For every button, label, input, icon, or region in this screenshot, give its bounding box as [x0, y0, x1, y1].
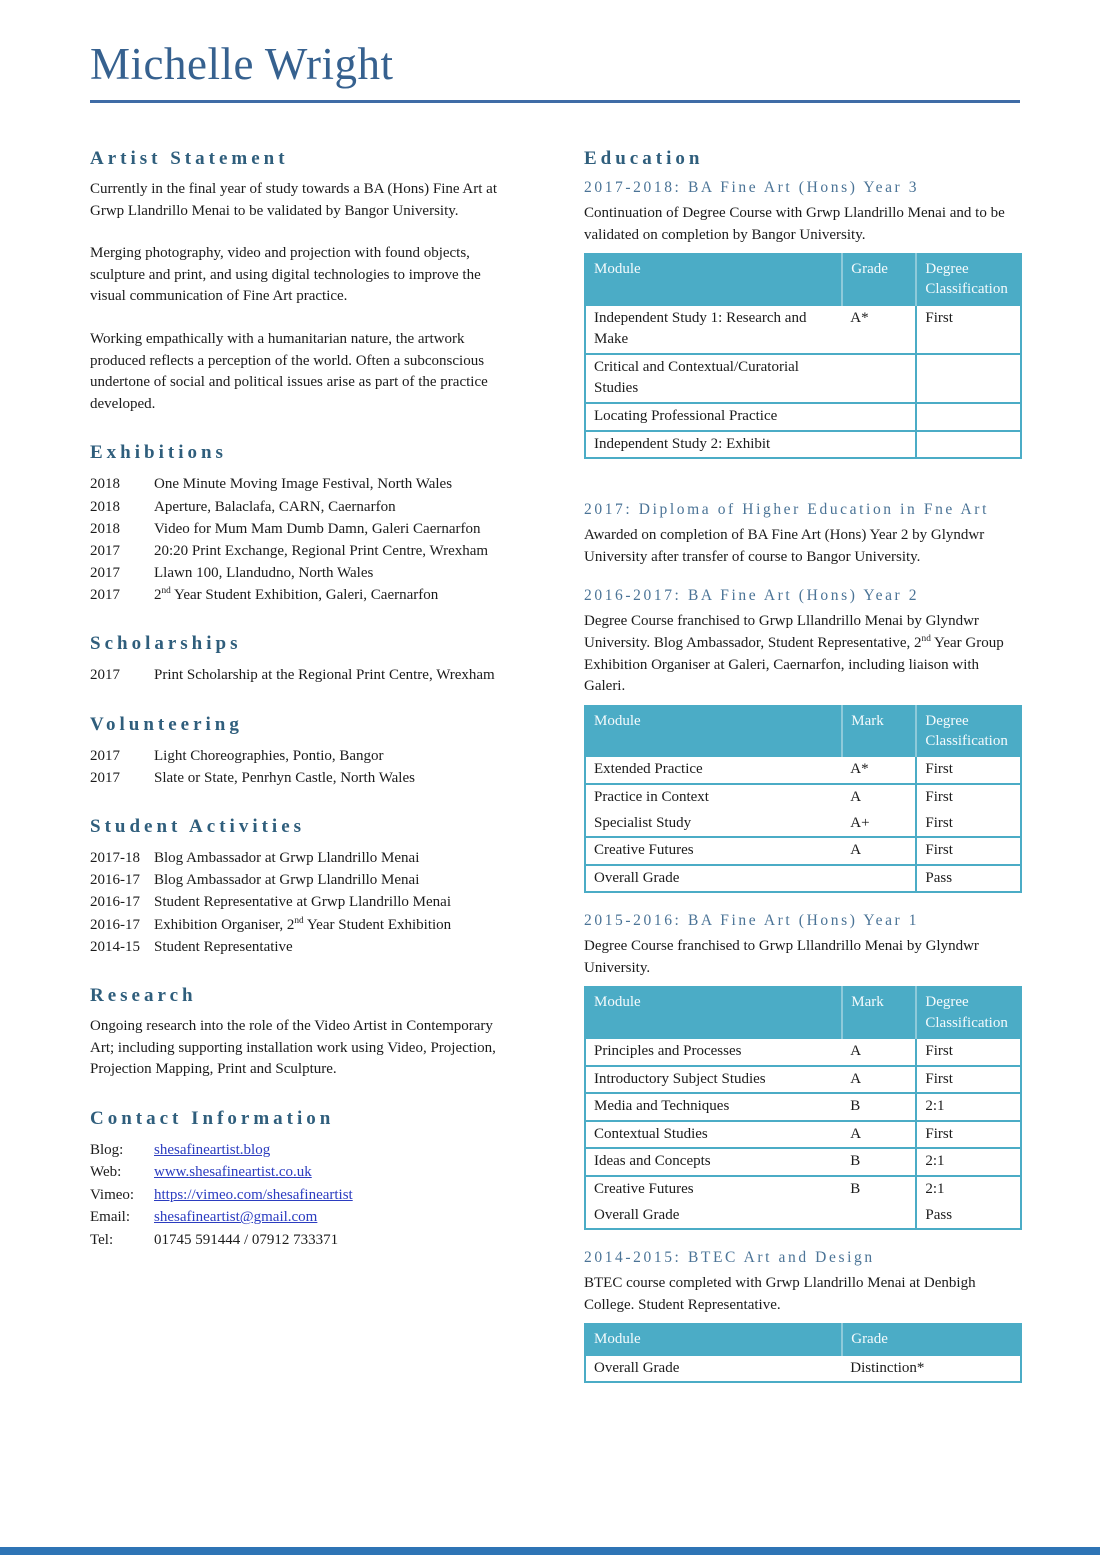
item-year: 2017	[90, 667, 120, 684]
module-cell: Overall Grade	[585, 1203, 842, 1230]
table-row	[585, 403, 1021, 431]
classification-cell: 2:1	[916, 1148, 1021, 1176]
module-cell: Independent Study 1: Research and Make	[585, 305, 842, 354]
edu-description: BTEC course completed with Grwp Llandrillo Menai at Denbigh College. Student Representative.	[584, 1275, 976, 1313]
edu-description: Degree Course franchised to Grwp Lllandrillo Menai by Glyndwr University.	[584, 938, 979, 976]
contact-row	[90, 1184, 518, 1207]
vimeo-link[interactable]: https://vimeo.com/shesafineartist	[154, 1186, 353, 1203]
classification-cell: First	[916, 784, 1021, 811]
classification-cell: First	[916, 1121, 1021, 1149]
table-row	[585, 756, 1021, 784]
table-row	[585, 784, 1021, 811]
edu-description-part: Degree Course franchised to Grwp Lllandrillo Menai by Glyndwr University. Blog Ambassador, Student Representative, 2	[584, 613, 979, 652]
contact-label: Blog:	[90, 1141, 124, 1158]
table-row	[585, 1355, 1021, 1383]
ordinal-superscript: nd	[161, 586, 171, 597]
table-row	[585, 1066, 1021, 1094]
list-item	[90, 891, 518, 913]
item-text: Slate or State, Penrhyn Castle, North Wales	[154, 769, 415, 786]
table-header-cell: Degree Classification	[916, 706, 1021, 757]
list-item	[90, 664, 518, 686]
item-year: 2017	[90, 747, 120, 764]
list-item	[90, 562, 518, 584]
page-title: Michelle Wright	[90, 39, 394, 89]
module-cell: Specialist Study	[585, 811, 842, 838]
education-heading: Education	[584, 148, 704, 169]
mark-cell: A	[842, 784, 916, 811]
title-rule	[90, 100, 1020, 103]
edu-subheading-year2: 2016-2017: BA Fine Art (Hons) Year 2	[584, 587, 920, 605]
ordinal-superscript: nd	[294, 915, 304, 926]
list-item	[90, 847, 518, 869]
table-header-cell: Grade	[842, 254, 916, 305]
contact-label: Tel:	[90, 1231, 114, 1248]
item-text: Video for Mum Mam Dumb Damn, Galeri Caernarfon	[154, 520, 481, 537]
contact-row	[90, 1161, 518, 1184]
item-text-part: Year Student Exhibition, Galeri, Caernarfon	[170, 587, 439, 604]
item-text-part: Exhibition Organiser, 2	[154, 916, 295, 933]
item-year: 2016-17	[90, 872, 140, 889]
list-item	[90, 473, 518, 495]
module-cell: Creative Futures	[585, 837, 842, 865]
contact-row	[90, 1229, 518, 1252]
module-cell: Locating Professional Practice	[585, 403, 842, 431]
classification-cell: First	[916, 305, 1021, 354]
email-link[interactable]: shesafineartist@gmail.com	[154, 1209, 318, 1226]
grades-table-btec	[584, 1323, 1022, 1383]
edu-description: Continuation of Degree Course with Grwp Llandrillo Menai and to be validated on completion by Bangor University.	[584, 205, 1005, 243]
table-row	[585, 1203, 1021, 1230]
classification-cell: Pass	[916, 865, 1021, 893]
table-row	[585, 1093, 1021, 1121]
ordinal-superscript: nd	[921, 634, 931, 645]
item-year: 2016-17	[90, 894, 140, 911]
mark-cell: B	[842, 1148, 916, 1176]
grade-cell	[842, 403, 916, 431]
classification-cell: First	[916, 756, 1021, 784]
module-cell: Independent Study 2: Exhibit	[585, 431, 842, 459]
edu-subheading-diploma: 2017: Diploma of Higher Education in Fne Art	[584, 501, 989, 519]
list-item	[90, 518, 518, 540]
student-activities-heading: Student Activities	[90, 816, 306, 838]
item-text: Blog Ambassador at Grwp Llandrillo Menai	[154, 872, 420, 889]
module-cell: Critical and Contextual/Curatorial Studies	[585, 354, 842, 403]
item-year: 2018	[90, 498, 120, 515]
item-year: 2017	[90, 565, 120, 582]
module-cell: Media and Techniques	[585, 1093, 842, 1121]
table-header-cell: Module	[585, 706, 842, 757]
mark-cell: B	[842, 1176, 916, 1203]
table-row	[585, 1121, 1021, 1149]
module-cell: Contextual Studies	[585, 1121, 842, 1149]
table-header-cell: Module	[585, 254, 842, 305]
classification-cell: First	[916, 811, 1021, 838]
contact-row	[90, 1139, 518, 1162]
artist-statement-heading: Artist Statement	[90, 148, 289, 169]
classification-cell: 2:1	[916, 1176, 1021, 1203]
list-item	[90, 869, 518, 891]
left-column	[90, 123, 518, 1251]
mark-cell	[842, 865, 916, 893]
grade-cell	[842, 354, 916, 403]
module-cell: Extended Practice	[585, 756, 842, 784]
item-text: Student Representative at Grwp Llandrillo Menai	[154, 894, 452, 911]
table-row	[585, 1148, 1021, 1176]
module-cell: Introductory Subject Studies	[585, 1066, 842, 1094]
grade-cell: A*	[842, 305, 916, 354]
table-header-row	[585, 987, 1021, 1038]
table-header-cell: Mark	[842, 987, 916, 1038]
telephone-value: 01745 591444 / 07912 733371	[154, 1231, 339, 1248]
module-cell: Overall Grade	[585, 1355, 842, 1383]
page-footer-bar	[0, 1547, 1100, 1555]
item-year: 2018	[90, 476, 120, 493]
web-link[interactable]: www.shesafineartist.co.uk	[154, 1164, 312, 1181]
edu-description	[584, 611, 1022, 697]
table-header-row	[585, 254, 1021, 305]
paragraph: Ongoing research into the role of the Video Artist in Contemporary Art; including supporting installation work using Video, Projection, Projection Mapping, Print and Sculpture.	[90, 1017, 496, 1078]
grade-cell	[842, 431, 916, 459]
item-text-part: 2	[154, 587, 162, 604]
item-text: 20:20 Print Exchange, Regional Print Centre, Wrexham	[154, 542, 489, 559]
mark-cell: A	[842, 837, 916, 865]
item-year: 2018	[90, 520, 120, 537]
mark-cell: A	[842, 1066, 916, 1094]
right-column	[584, 123, 1022, 1393]
edu-subheading-year3: 2017-2018: BA Fine Art (Hons) Year 3	[584, 179, 920, 196]
table-header-cell: Module	[585, 1324, 842, 1354]
paragraph: Working empathically with a humanitarian nature, the artwork produced reflects a perception of the world. Often a subconscious undertone of social and political issues arise as part of the practice developed.	[90, 330, 488, 412]
table-header-cell: Module	[585, 987, 842, 1038]
classification-cell: First	[916, 1038, 1021, 1066]
item-text: Light Choreographies, Pontio, Bangor	[154, 747, 384, 764]
item-text: Aperture, Balaclafa, CARN, Caernarfon	[154, 498, 396, 515]
table-row	[585, 837, 1021, 865]
classification-cell: First	[916, 837, 1021, 865]
volunteering-heading: Volunteering	[90, 713, 243, 735]
item-year: 2017	[90, 769, 120, 786]
table-row	[585, 865, 1021, 893]
edu-subheading-btec: 2014-2015: BTEC Art and Design	[584, 1249, 875, 1267]
contact-label: Vimeo:	[90, 1186, 135, 1203]
table-header-cell: Degree Classification	[916, 987, 1021, 1038]
item-year: 2017	[90, 587, 120, 604]
exhibitions-heading: Exhibitions	[90, 442, 227, 464]
table-row	[585, 1038, 1021, 1066]
mark-cell: A+	[842, 811, 916, 838]
table-row	[585, 305, 1021, 354]
table-row	[585, 811, 1021, 838]
paragraph: Merging photography, video and projection with found objects, sculpture and print, and using digital technologies to improve the visual communication of Fine Art practice.	[90, 245, 481, 305]
scholarships-heading: Scholarships	[90, 633, 242, 655]
list-item	[90, 540, 518, 562]
item-text: One Minute Moving Image Festival, North Wales	[154, 476, 453, 493]
module-cell: Ideas and Concepts	[585, 1148, 842, 1176]
grades-table-year2	[584, 705, 1022, 893]
item-year: 2017	[90, 542, 120, 559]
mark-cell: B	[842, 1093, 916, 1121]
item-year: 2014-15	[90, 938, 140, 955]
table-header-row	[585, 1324, 1021, 1354]
edu-description: Awarded on completion of BA Fine Art (Hons) Year 2 by Glyndwr University after transfer of course to Bangor University.	[584, 527, 985, 565]
list-item	[90, 496, 518, 518]
item-year: 2017-18	[90, 850, 140, 867]
table-header-cell: Grade	[842, 1324, 1021, 1354]
mark-cell: A	[842, 1121, 916, 1149]
contact-label: Email:	[90, 1209, 130, 1226]
list-item	[90, 584, 518, 606]
list-item	[90, 936, 518, 958]
item-text	[154, 914, 518, 936]
classification-cell: Pass	[916, 1203, 1021, 1230]
list-item	[90, 914, 518, 936]
table-header-cell: Mark	[842, 706, 916, 757]
classification-cell: 2:1	[916, 1093, 1021, 1121]
grade-cell: Distinction*	[842, 1355, 1021, 1383]
paragraph: Currently in the final year of study towards a BA (Hons) Fine Art at Grwp Llandrillo Menai to be validated by Bangor University.	[90, 181, 498, 219]
mark-cell: A	[842, 1038, 916, 1066]
research-heading: Research	[90, 984, 197, 1006]
mark-cell: A*	[842, 756, 916, 784]
contact-information-heading: Contact Information	[90, 1107, 335, 1129]
item-year: 2016-17	[90, 916, 140, 933]
item-text: Student Representative	[154, 938, 293, 955]
blog-link[interactable]: shesafineartist.blog	[154, 1141, 271, 1158]
edu-subheading-year1: 2015-2016: BA Fine Art (Hons) Year 1	[584, 912, 920, 930]
module-cell: Principles and Processes	[585, 1038, 842, 1066]
classification-cell: First	[916, 1066, 1021, 1094]
table-row	[585, 1176, 1021, 1203]
table-row	[585, 354, 1021, 403]
item-text-part: Year Student Exhibition	[303, 916, 452, 933]
table-header-cell: Degree Classification	[916, 254, 1021, 305]
item-text: Llawn 100, Llandudno, North Wales	[154, 565, 374, 582]
grades-table-year3	[584, 253, 1022, 459]
contact-row	[90, 1206, 518, 1229]
module-cell: Practice in Context	[585, 784, 842, 811]
classification-cell	[916, 431, 1021, 459]
item-text: Print Scholarship at the Regional Print Centre, Wrexham	[154, 667, 495, 684]
grades-table-year1	[584, 986, 1022, 1230]
contact-label: Web:	[90, 1164, 122, 1181]
classification-cell	[916, 403, 1021, 431]
table-row	[585, 431, 1021, 459]
list-item	[90, 767, 518, 789]
list-item	[90, 745, 518, 767]
table-header-row	[585, 706, 1021, 757]
module-cell: Overall Grade	[585, 865, 842, 893]
edu-description-part: Year Group Exhibition Organiser at Galeri, Caernarfon, including liaison with Galeri.	[584, 635, 1004, 695]
classification-cell	[916, 354, 1021, 403]
item-text	[154, 584, 518, 606]
module-cell: Creative Futures	[585, 1176, 842, 1203]
item-text: Blog Ambassador at Grwp Llandrillo Menai	[154, 850, 420, 867]
mark-cell	[842, 1203, 916, 1230]
